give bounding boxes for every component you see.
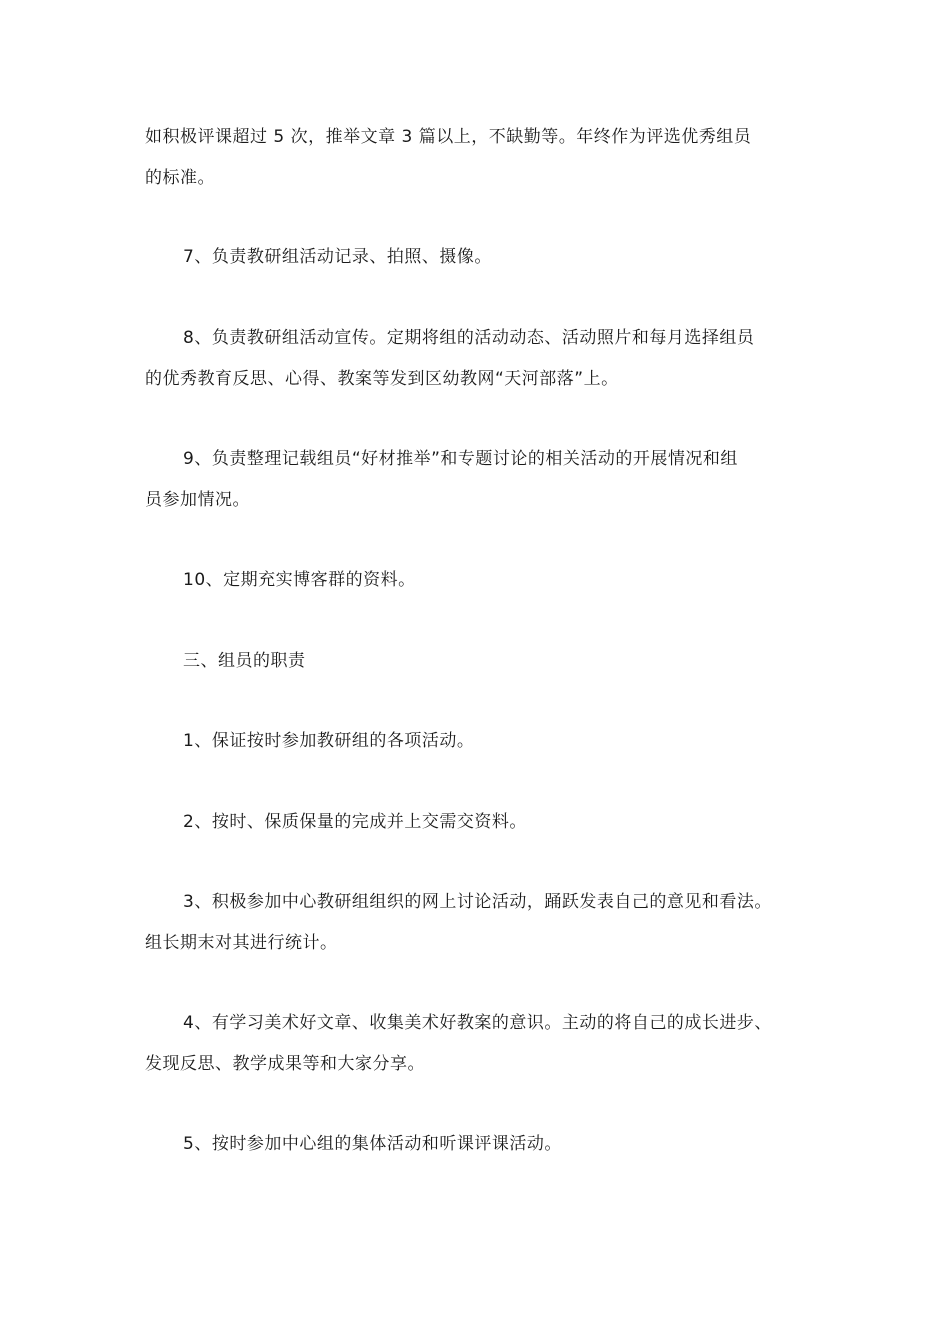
paragraph-member-item-5 (145, 1124, 825, 1165)
paragraph-line: 的优秀教育反思、心得、教案等发到区幼教网“天河部落”上。 (145, 369, 619, 389)
paragraph-line: 员参加情况。 (145, 490, 250, 510)
paragraph-item-10 (145, 560, 825, 601)
paragraph-member-item-3 (145, 882, 825, 964)
paragraph-line: 发现反思、教学成果等和大家分享。 (145, 1054, 425, 1074)
paragraph-line: 5、按时参加中心组的集体活动和听课评课活动。 (183, 1134, 562, 1154)
paragraph-line: 9、负责整理记载组员“好材推举”和专题讨论的相关活动的开展情况和组 (183, 449, 738, 469)
paragraph-line: 7、负责教研组活动记录、拍照、摄像。 (183, 247, 492, 267)
paragraph-line: 3、积极参加中心教研组组织的网上讨论活动，踊跃发表自己的意见和看法。 (183, 892, 772, 912)
section-heading: 三、组员的职责 (183, 651, 306, 671)
paragraph-member-item-1 (145, 721, 825, 762)
paragraph-line: 4、有学习美术好文章、收集美术好教案的意识。主动的将自己的成长进步、 (183, 1013, 772, 1033)
paragraph-line: 2、按时、保质保量的完成并上交需交资料。 (183, 812, 527, 832)
paragraph-line: 如积极评课超过 5 次，推举文章 3 篇以上，不缺勤等。年终作为评选优秀组员 (145, 127, 752, 147)
section-heading-member-duties (145, 641, 825, 682)
paragraph-line: 8、负责教研组活动宣传。定期将组的活动动态、活动照片和每月选择组员 (183, 328, 755, 348)
paragraph-line: 的标准。 (145, 168, 215, 188)
paragraph-item-8 (145, 318, 825, 400)
paragraph-member-item-2 (145, 802, 825, 843)
paragraph-line: 10、定期充实博客群的资料。 (183, 570, 416, 590)
paragraph-line: 组长期末对其进行统计。 (145, 933, 338, 953)
paragraph-item-9 (145, 439, 825, 521)
paragraph-member-item-4 (145, 1003, 825, 1085)
paragraph-item-7 (145, 237, 825, 278)
paragraph-continued-text (145, 117, 825, 199)
paragraph-line: 1、保证按时参加教研组的各项活动。 (183, 731, 475, 751)
